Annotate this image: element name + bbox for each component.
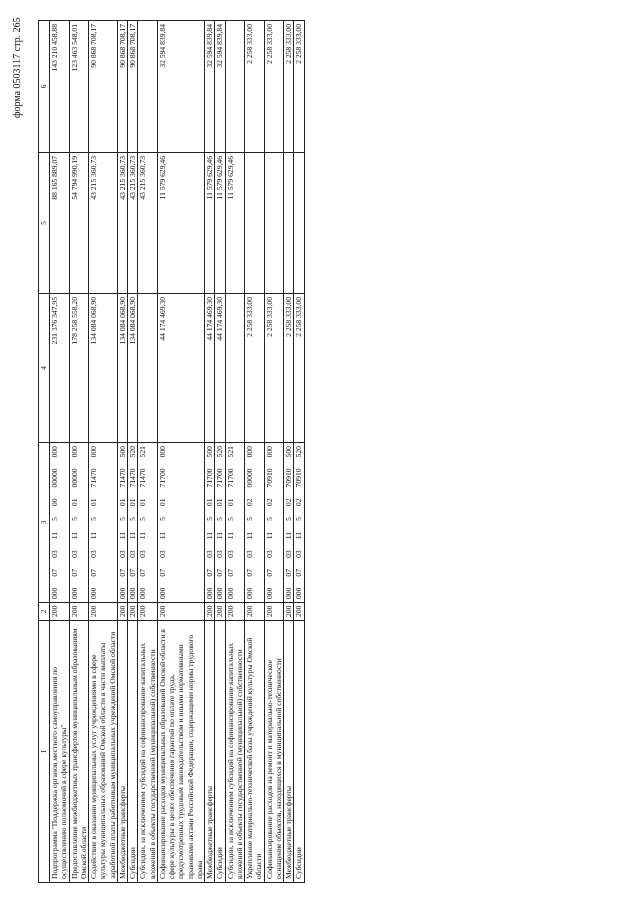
row-name: Субсидии, за исключением субсидий на софинансирование капитальных вложений в объекты государственной (муниципальной) собственности — [225, 621, 245, 883]
code-part: 11 — [245, 531, 254, 540]
code-part: 11 — [50, 531, 59, 540]
code-part: 01 — [89, 498, 98, 507]
code-part: 01 — [215, 498, 225, 507]
code-part: 02 — [245, 498, 254, 507]
row-approved-amount: 2 258 333,00 — [264, 294, 284, 443]
row-approved-amount: 2 258 333,00 — [294, 294, 304, 443]
table-row — [264, 21, 284, 883]
row-classification-code — [128, 443, 138, 603]
code-parts — [128, 446, 137, 599]
code-part: 11 — [215, 531, 225, 540]
row-classification-code — [294, 443, 304, 603]
code-part: 11 — [294, 531, 304, 540]
code-part: 01 — [117, 498, 127, 507]
code-part: 000 — [50, 446, 59, 458]
code-part: 03 — [205, 550, 214, 558]
code-part: 07 — [138, 568, 148, 577]
row-name: Межбюджетные трансферты — [117, 621, 127, 883]
code-part: 5 — [225, 517, 235, 521]
row-line-code: 200 — [294, 603, 304, 621]
row-line-code: 200 — [50, 603, 70, 621]
code-part: 03 — [264, 550, 274, 558]
code-parts — [226, 446, 235, 599]
row-approved-amount: 44 174 469,30 — [205, 294, 215, 443]
row-executed-amount: 11 579 629,46 — [225, 153, 245, 294]
row-unexecuted-amount: 2 258 333,00 — [284, 21, 294, 153]
row-unexecuted-amount: 32 594 839,84 — [157, 21, 204, 153]
code-part: 70910 — [284, 468, 293, 488]
table-body — [50, 21, 305, 883]
code-part: 03 — [69, 550, 79, 558]
code-parts — [50, 446, 59, 599]
row-name: Содействие в оказании муниципальных услуг учреждениями в сфере культуры муниципальных образований Омской области в части выплаты заработной платы работникам муниципальных учреждений Омской области — [89, 621, 118, 883]
row-name: Укрепление материально-технической базы учреждений культуры Омской области — [245, 621, 265, 883]
code-part: 71700 — [157, 468, 167, 488]
row-executed-amount: 54 794 990,19 — [69, 153, 89, 294]
code-part: 70910 — [264, 468, 274, 488]
code-part: 000 — [157, 446, 167, 458]
code-part: 521 — [138, 446, 148, 458]
code-part: 000 — [264, 446, 274, 458]
code-part: 11 — [264, 531, 274, 540]
code-part: 11 — [138, 531, 148, 540]
row-unexecuted-amount: 90 868 708,17 — [117, 21, 127, 153]
row-unexecuted-amount: 2 258 333,00 — [264, 21, 284, 153]
form-label: форма 0503117 стр. 265 — [12, 17, 23, 118]
code-part: 07 — [128, 568, 137, 577]
table-row — [138, 21, 158, 883]
code-part: 02 — [284, 498, 293, 507]
row-unexecuted-amount: 2 258 333,00 — [294, 21, 304, 153]
code-part: 11 — [117, 531, 127, 540]
code-parts — [215, 446, 224, 599]
code-part: 11 — [128, 531, 137, 540]
code-part: 00000 — [245, 468, 254, 488]
header-cell: 5 — [39, 153, 50, 294]
code-part: 5 — [117, 517, 127, 521]
row-name: Субсидии — [215, 621, 225, 883]
code-parts — [245, 446, 254, 599]
table-row — [128, 21, 138, 883]
code-parts — [70, 446, 79, 599]
code-parts — [138, 446, 147, 599]
budget-table — [38, 20, 305, 883]
row-unexecuted-amount: 143 210 458,88 — [50, 21, 70, 153]
code-part: 000 — [245, 587, 254, 599]
table-row — [157, 21, 204, 883]
table-row — [117, 21, 127, 883]
code-part: 000 — [128, 587, 137, 599]
row-unexecuted-amount: 123 463 548,01 — [69, 21, 89, 153]
row-classification-code — [138, 443, 158, 603]
table-row — [50, 21, 70, 883]
row-approved-amount: 134 084 068,90 — [117, 294, 127, 443]
code-part: 000 — [157, 587, 167, 599]
code-part: 000 — [225, 587, 235, 599]
code-part: 71700 — [225, 468, 235, 488]
row-line-code: 200 — [205, 603, 215, 621]
row-executed-amount: 11 579 629,46 — [157, 153, 204, 294]
row-classification-code — [245, 443, 265, 603]
code-part: 07 — [294, 568, 304, 577]
code-part: 71470 — [117, 468, 127, 488]
row-name: Межбюджетные трансферты — [205, 621, 215, 883]
row-name: Межбюджетные трансферты — [284, 621, 294, 883]
row-executed-amount: 43 215 360,73 — [138, 153, 158, 294]
code-part: 00000 — [50, 468, 59, 488]
code-part: 000 — [264, 587, 274, 599]
code-part: 5 — [264, 517, 274, 521]
code-part: 07 — [50, 568, 59, 577]
row-executed-amount: 11 579 629,46 — [205, 153, 215, 294]
code-part: 5 — [157, 517, 167, 521]
code-part: 01 — [128, 498, 137, 507]
code-part: 000 — [69, 587, 79, 599]
code-part: 07 — [245, 568, 254, 577]
row-name: Софинансирование расходов муниципальных образований Омской области в сфере культуры в целях обеспечения гарантий по оплате труда, предусмотренных трудовым законодательством и иными нормативными правовыми актами Российской Федерации, содержащими нормы трудового права — [157, 621, 204, 883]
header-cell: 4 — [39, 294, 50, 443]
table-row — [225, 21, 245, 883]
row-executed-amount — [245, 153, 265, 294]
code-part: 03 — [284, 550, 293, 558]
code-part: 01 — [69, 498, 79, 507]
code-part: 03 — [245, 550, 254, 558]
row-executed-amount: 43 215 360,73 — [89, 153, 118, 294]
row-executed-amount: 11 579 629,46 — [215, 153, 225, 294]
code-part: 00 — [50, 498, 59, 507]
code-part: 07 — [264, 568, 274, 577]
row-line-code: 200 — [215, 603, 225, 621]
table-row — [284, 21, 294, 883]
code-part: 02 — [294, 498, 304, 507]
row-line-code: 200 — [284, 603, 294, 621]
code-part: 03 — [215, 550, 225, 558]
row-unexecuted-amount: 2 258 333,00 — [245, 21, 265, 153]
table-row — [205, 21, 215, 883]
code-parts — [89, 446, 98, 599]
row-line-code: 200 — [138, 603, 158, 621]
row-name: Подпрограмма "Поддержка органов местного самоуправления по осуществлению полномочий в сфере культуры" — [50, 621, 70, 883]
code-part: 500 — [205, 446, 214, 458]
row-executed-amount: 43 215 360,73 — [117, 153, 127, 294]
code-part: 5 — [284, 517, 293, 521]
row-line-code: 200 — [89, 603, 118, 621]
code-part: 07 — [215, 568, 225, 577]
code-part: 000 — [205, 587, 214, 599]
row-executed-amount: 88 165 889,07 — [50, 153, 70, 294]
code-part: 07 — [225, 568, 235, 577]
code-part: 71700 — [215, 468, 225, 488]
header-cell: 1 — [39, 621, 50, 883]
row-classification-code — [205, 443, 215, 603]
code-part: 03 — [294, 550, 304, 558]
code-part: 07 — [117, 568, 127, 577]
row-approved-amount: 2 258 333,00 — [284, 294, 294, 443]
code-part: 000 — [89, 446, 98, 458]
code-part: 520 — [215, 446, 225, 458]
code-parts — [284, 446, 293, 599]
code-part: 11 — [284, 531, 293, 540]
header-cell: 3 — [39, 443, 50, 603]
row-line-code: 200 — [157, 603, 204, 621]
table-row — [69, 21, 89, 883]
row-approved-amount: 2 258 333,00 — [245, 294, 265, 443]
code-parts — [118, 446, 127, 599]
code-part: 5 — [215, 517, 225, 521]
code-part: 5 — [69, 517, 79, 521]
row-approved-amount — [225, 294, 245, 443]
code-part: 03 — [128, 550, 137, 558]
code-part: 70910 — [294, 468, 304, 488]
row-classification-code — [215, 443, 225, 603]
code-part: 5 — [205, 517, 214, 521]
row-name: Субсидии — [128, 621, 138, 883]
code-part: 11 — [69, 531, 79, 540]
row-unexecuted-amount — [138, 21, 158, 153]
code-parts — [294, 446, 303, 599]
code-parts — [158, 446, 167, 599]
code-part: 000 — [117, 587, 127, 599]
row-classification-code — [225, 443, 245, 603]
row-unexecuted-amount: 90 868 708,17 — [89, 21, 118, 153]
code-part: 5 — [138, 517, 148, 521]
code-part: 000 — [215, 587, 225, 599]
code-part: 5 — [50, 517, 59, 521]
row-line-code: 200 — [245, 603, 265, 621]
row-executed-amount — [294, 153, 304, 294]
code-part: 500 — [117, 446, 127, 458]
code-part: 01 — [138, 498, 148, 507]
table-row — [294, 21, 304, 883]
row-name: Субсидии — [294, 621, 304, 883]
row-executed-amount — [264, 153, 284, 294]
row-executed-amount: 43 215 360,73 — [128, 153, 138, 294]
code-parts — [205, 446, 214, 599]
row-executed-amount — [284, 153, 294, 294]
code-part: 000 — [138, 587, 148, 599]
row-name: Субсидии, за исключением субсидий на софинансирование капитальных вложений в объекты государственной (муниципальной) собственности — [138, 621, 158, 883]
code-part: 07 — [205, 568, 214, 577]
row-classification-code — [157, 443, 204, 603]
row-approved-amount: 44 174 469,30 — [215, 294, 225, 443]
code-part: 000 — [294, 587, 304, 599]
row-name: Софинансирование расходов на ремонт и материально-техническое оснащение объектов, находящихся в муниципальной собственности — [264, 621, 284, 883]
table-row — [215, 21, 225, 883]
row-approved-amount — [138, 294, 158, 443]
code-part: 02 — [264, 498, 274, 507]
code-part: 03 — [117, 550, 127, 558]
code-part: 71470 — [128, 468, 137, 488]
code-part: 11 — [157, 531, 167, 540]
code-part: 521 — [225, 446, 235, 458]
code-part: 520 — [294, 446, 304, 458]
row-line-code: 200 — [128, 603, 138, 621]
code-part: 07 — [89, 568, 98, 577]
code-part: 07 — [157, 568, 167, 577]
row-approved-amount: 134 084 068,90 — [89, 294, 118, 443]
row-approved-amount: 231 376 347,95 — [50, 294, 70, 443]
code-part: 11 — [89, 531, 98, 540]
row-approved-amount: 178 258 558,20 — [69, 294, 89, 443]
code-part: 71470 — [89, 468, 98, 488]
code-part: 71470 — [138, 468, 148, 488]
code-part: 03 — [157, 550, 167, 558]
row-line-code: 200 — [225, 603, 245, 621]
row-classification-code — [284, 443, 294, 603]
code-part: 520 — [128, 446, 137, 458]
code-part: 000 — [50, 587, 59, 599]
row-unexecuted-amount: 32 594 839,84 — [215, 21, 225, 153]
header-cell: 6 — [39, 21, 50, 153]
code-part: 11 — [205, 531, 214, 540]
row-line-code: 200 — [117, 603, 127, 621]
row-unexecuted-amount: 90 868 708,17 — [128, 21, 138, 153]
code-part: 03 — [50, 550, 59, 558]
table-row — [89, 21, 118, 883]
row-classification-code — [69, 443, 89, 603]
row-classification-code — [50, 443, 70, 603]
code-part: 000 — [245, 446, 254, 458]
header-row — [39, 21, 50, 883]
code-part: 01 — [157, 498, 167, 507]
code-part: 07 — [69, 568, 79, 577]
code-part: 5 — [89, 517, 98, 521]
row-classification-code — [117, 443, 127, 603]
code-part: 07 — [284, 568, 293, 577]
row-line-code: 200 — [264, 603, 284, 621]
code-part: 000 — [69, 446, 79, 458]
code-part: 000 — [89, 587, 98, 599]
row-approved-amount: 134 084 068,90 — [128, 294, 138, 443]
code-parts — [265, 446, 274, 599]
code-part: 000 — [284, 587, 293, 599]
code-part: 03 — [138, 550, 148, 558]
code-part: 71700 — [205, 468, 214, 488]
row-name: Предоставление межбюджетных трансфертов муниципальным образованиям Омской области — [69, 621, 89, 883]
code-part: 01 — [205, 498, 214, 507]
code-part: 00000 — [69, 468, 79, 488]
table-row — [245, 21, 265, 883]
header-cell: 2 — [39, 603, 50, 621]
row-unexecuted-amount — [225, 21, 245, 153]
row-classification-code — [89, 443, 118, 603]
code-part: 5 — [128, 517, 137, 521]
code-part: 5 — [245, 517, 254, 521]
row-classification-code — [264, 443, 284, 603]
code-part: 03 — [225, 550, 235, 558]
code-part: 03 — [89, 550, 98, 558]
row-approved-amount: 44 174 469,30 — [157, 294, 204, 443]
code-part: 500 — [284, 446, 293, 458]
code-part: 5 — [294, 517, 304, 521]
row-line-code: 200 — [69, 603, 89, 621]
code-part: 01 — [225, 498, 235, 507]
code-part: 11 — [225, 531, 235, 540]
row-unexecuted-amount: 32 594 839,84 — [205, 21, 215, 153]
